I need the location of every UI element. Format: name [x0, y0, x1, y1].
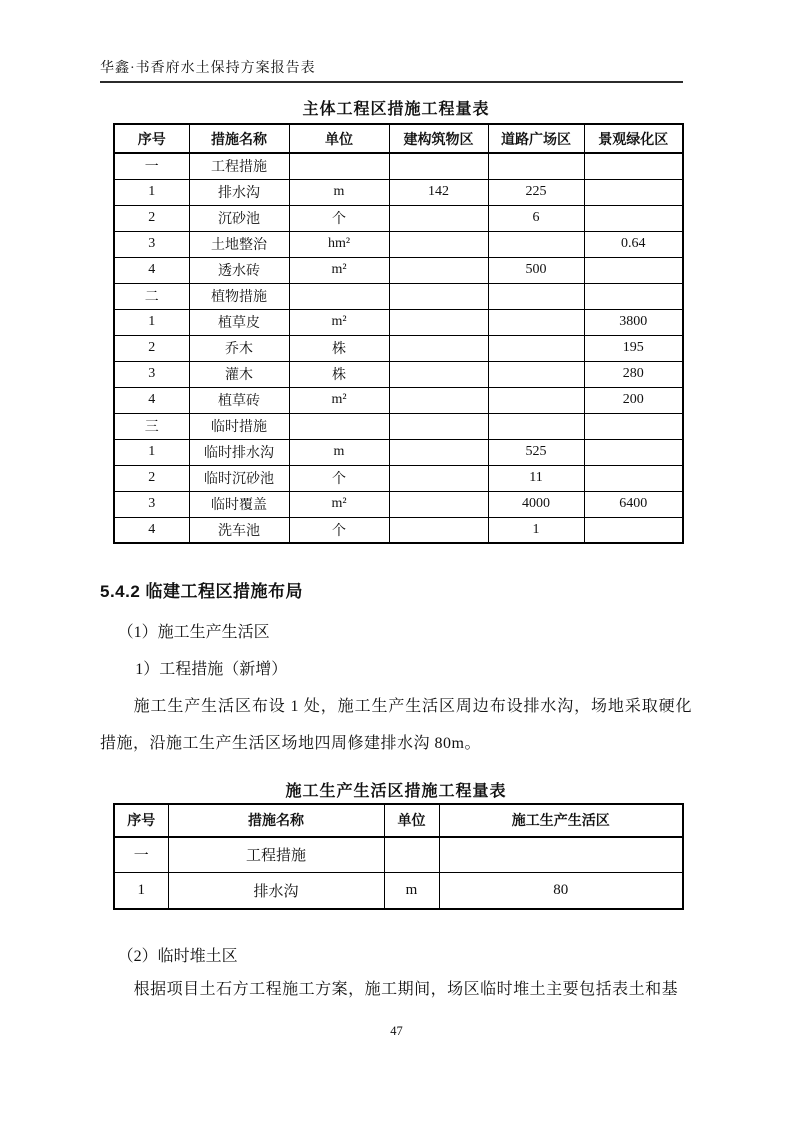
table-cell: 三: [114, 413, 189, 439]
paragraph-1: 施工生产生活区布设 1 处，施工生产生活区周边布设排水沟，场地采取硬化措施，沿施工生产生活区场地四周修建排水沟 80m。: [100, 698, 692, 752]
table-row: [114, 439, 683, 465]
table-cell: 1: [114, 873, 168, 909]
table-cell: 株: [289, 335, 389, 361]
table-cell: 植物措施: [189, 283, 289, 309]
table-cell: 2: [114, 465, 189, 491]
table-cell: [584, 257, 683, 283]
table-cell: 个: [289, 465, 389, 491]
table-cell: [488, 309, 584, 335]
table-cell: 一: [114, 837, 168, 873]
table-cell: m: [289, 439, 389, 465]
table-cell: [584, 465, 683, 491]
table-cell: 土地整治: [189, 231, 289, 257]
table-cell: 排水沟: [168, 873, 384, 909]
table-cell: 临时措施: [189, 413, 289, 439]
table-row: [114, 257, 683, 283]
table-row: [114, 335, 683, 361]
table-row: [114, 283, 683, 309]
table-cell: 工程措施: [189, 153, 289, 179]
table-cell: [389, 283, 488, 309]
column-header: 景观绿化区: [584, 124, 683, 153]
main-area-measures-table: [113, 123, 684, 544]
table-cell: [289, 283, 389, 309]
table-cell: 225: [488, 179, 584, 205]
table-cell: m²: [289, 309, 389, 335]
table1-title: 主体工程区措施工程量表: [302, 101, 490, 118]
table-cell: [389, 517, 488, 543]
column-header: 序号: [114, 804, 168, 837]
table-cell: 个: [289, 517, 389, 543]
column-header: 施工生产生活区: [439, 804, 683, 837]
table-row: [114, 491, 683, 517]
table-cell: 沉砂池: [189, 205, 289, 231]
table-cell: [389, 309, 488, 335]
table-cell: [488, 153, 584, 179]
table-cell: 500: [488, 257, 584, 283]
table-cell: 个: [289, 205, 389, 231]
table2-title: 施工生产生活区措施工程量表: [285, 782, 507, 800]
table-header-row: [114, 804, 683, 837]
page-number: 47: [390, 1024, 403, 1038]
table-cell: 3: [114, 491, 189, 517]
table-cell: 1: [114, 179, 189, 205]
table-row: [114, 387, 683, 413]
table-cell: hm²: [289, 231, 389, 257]
table-cell: 植草砖: [189, 387, 289, 413]
table-cell: [389, 361, 488, 387]
table-cell: [289, 413, 389, 439]
table-cell: [488, 413, 584, 439]
table-row: [114, 231, 683, 257]
column-header: 措施名称: [189, 124, 289, 153]
running-header-title: 华鑫·书香府水土保持方案报告表: [100, 61, 316, 76]
table-row: [114, 873, 683, 909]
table-cell: [488, 231, 584, 257]
table-cell: 3: [114, 231, 189, 257]
table-cell: [584, 283, 683, 309]
column-header: 措施名称: [168, 804, 384, 837]
column-header: 道路广场区: [488, 124, 584, 153]
item-heading-1: 1）工程措施（新增）: [135, 661, 288, 678]
table-cell: [439, 837, 683, 873]
table-cell: [488, 283, 584, 309]
table-row: [114, 361, 683, 387]
table-header-row: [114, 124, 683, 153]
table-cell: 3: [114, 361, 189, 387]
table-cell: 2: [114, 205, 189, 231]
table-cell: 植草皮: [189, 309, 289, 335]
paragraph-2: 根据项目土石方工程施工方案，施工期间，场区临时堆土主要包括表土和基: [133, 980, 679, 998]
table-cell: 195: [584, 335, 683, 361]
table-cell: m²: [289, 387, 389, 413]
table-cell: [389, 413, 488, 439]
table-cell: [389, 205, 488, 231]
table-cell: 4: [114, 257, 189, 283]
column-header: 建构筑物区: [389, 124, 488, 153]
table-row: [114, 309, 683, 335]
table-cell: 6: [488, 205, 584, 231]
table-cell: [389, 491, 488, 517]
table-row: [114, 465, 683, 491]
table-cell: 透水砖: [189, 257, 289, 283]
table-cell: [488, 387, 584, 413]
table-cell: [584, 205, 683, 231]
table-cell: 1: [114, 439, 189, 465]
table-cell: [389, 335, 488, 361]
table-row: [114, 153, 683, 179]
subsection-heading-1: （1）施工生产生活区: [117, 624, 270, 641]
table-cell: 乔木: [189, 335, 289, 361]
table-row: [114, 837, 683, 873]
table-cell: [289, 153, 389, 179]
table-cell: 11: [488, 465, 584, 491]
table-cell: m: [289, 179, 389, 205]
subsection-heading-2: （2）临时堆土区: [117, 947, 238, 965]
table-cell: 临时覆盖: [189, 491, 289, 517]
table-row: [114, 413, 683, 439]
column-header: 单位: [289, 124, 389, 153]
table-cell: 200: [584, 387, 683, 413]
table-cell: [584, 439, 683, 465]
table-cell: 1: [114, 309, 189, 335]
table-cell: [584, 517, 683, 543]
table-cell: [389, 257, 488, 283]
table-cell: 525: [488, 439, 584, 465]
table-cell: m: [384, 873, 439, 909]
table-cell: 二: [114, 283, 189, 309]
table-cell: 1: [488, 517, 584, 543]
table-cell: [389, 231, 488, 257]
table-cell: 6400: [584, 491, 683, 517]
table-cell: [389, 465, 488, 491]
table-cell: 4: [114, 517, 189, 543]
table-cell: 洗车池: [189, 517, 289, 543]
table-row: [114, 205, 683, 231]
table-cell: 4000: [488, 491, 584, 517]
table-cell: 排水沟: [189, 179, 289, 205]
table-cell: m²: [289, 491, 389, 517]
table-cell: [488, 361, 584, 387]
running-header: [100, 57, 683, 83]
table-cell: [384, 837, 439, 873]
table-cell: 临时排水沟: [189, 439, 289, 465]
column-header: 序号: [114, 124, 189, 153]
table-cell: [584, 413, 683, 439]
section-heading: 5.4.2 临建工程区措施布局: [100, 582, 304, 601]
table-cell: 0.64: [584, 231, 683, 257]
table-cell: 灌木: [189, 361, 289, 387]
table-cell: [584, 153, 683, 179]
table-cell: 一: [114, 153, 189, 179]
table-cell: 80: [439, 873, 683, 909]
construction-living-area-table: [113, 803, 684, 910]
table-cell: 临时沉砂池: [189, 465, 289, 491]
table-cell: [389, 439, 488, 465]
table-cell: m²: [289, 257, 389, 283]
table-cell: 4: [114, 387, 189, 413]
table-cell: 株: [289, 361, 389, 387]
table-cell: 3800: [584, 309, 683, 335]
table-cell: 2: [114, 335, 189, 361]
table-row: [114, 179, 683, 205]
table-cell: [584, 179, 683, 205]
column-header: 单位: [384, 804, 439, 837]
table-cell: 280: [584, 361, 683, 387]
table-cell: 工程措施: [168, 837, 384, 873]
table-cell: [488, 335, 584, 361]
table-row: [114, 517, 683, 543]
table-cell: [389, 153, 488, 179]
table-cell: [389, 387, 488, 413]
table-cell: 142: [389, 179, 488, 205]
